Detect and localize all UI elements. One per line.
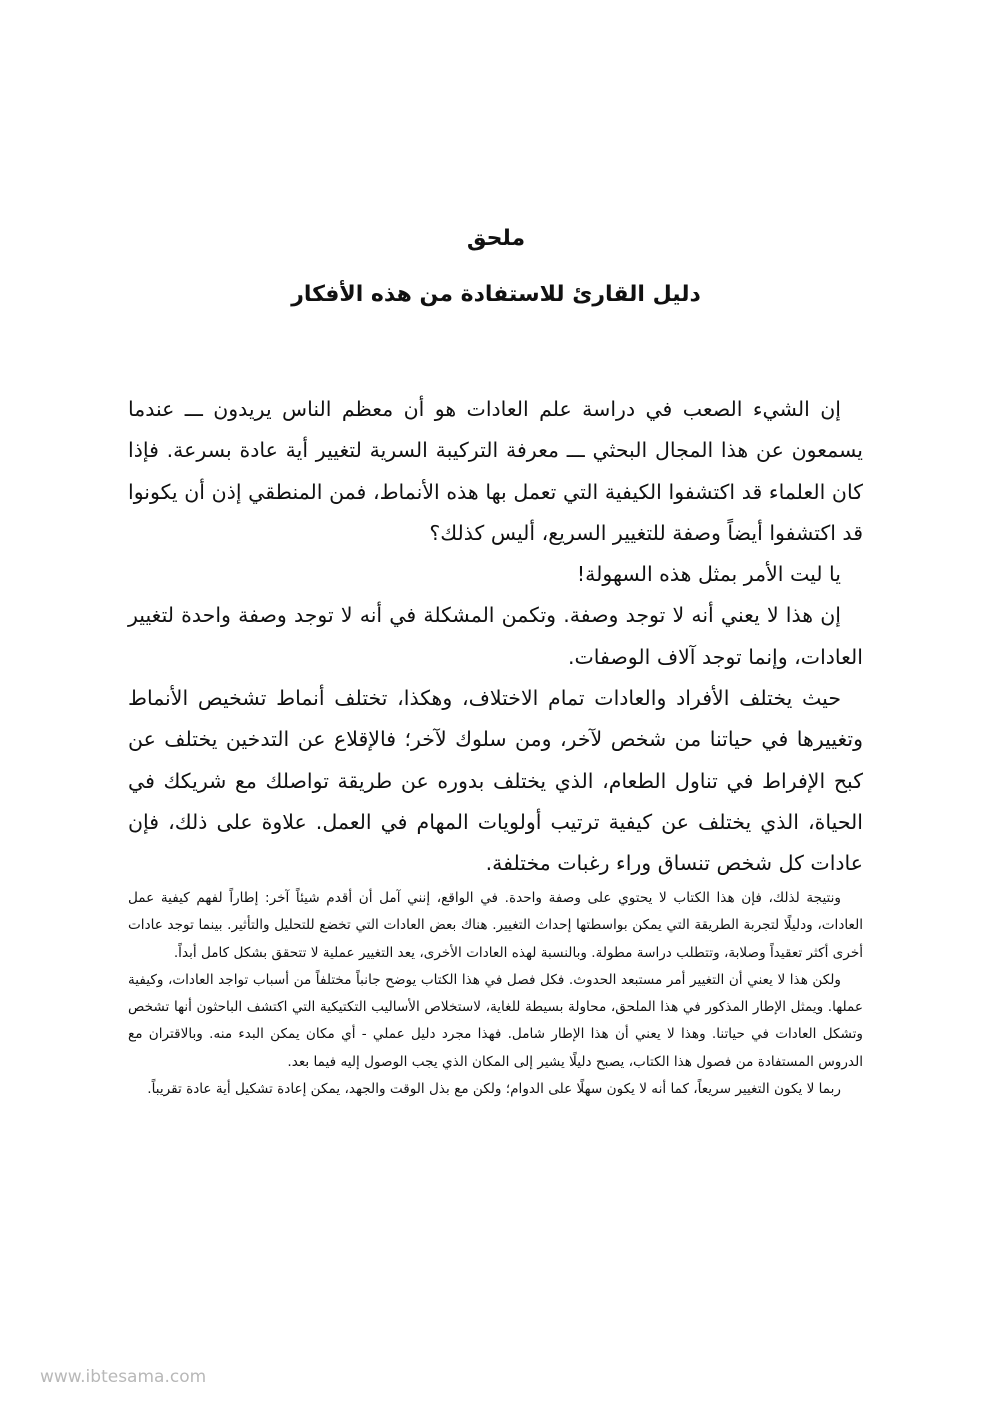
paragraph: إن هذا لا يعني أنه لا توجد وصفة. وتكمن المشكلة في أنه لا توجد وصفة واحدة لتغيير العادات، وإنما توجد آلاف الوصفات. (128, 603, 863, 669)
secondary-text (128, 885, 863, 1103)
watermark: www.ibtesama.com (40, 1367, 207, 1387)
main-text (128, 389, 863, 885)
paragraph: ولكن هذا لا يعني أن التغيير أمر مستبعد الحدوث. فكل فصل في هذا الكتاب يوضح جانباً مختلفاً من أسباب تواجد العادات، وكيفية عملها. ويمثل الإطار المذكور في هذا الملحق، محاولة بسيطة للغاية، لاستخلاص الأساليب التكتيكية التي اكتشف الباحثون أنها تشخص وتشكل العادات في حياتنا. وهذا لا يعني أن هذا الإطار شامل. فهذا مجرد دليل عملي - أي مكان يمكن البدء منه. وبالاقتران مع الدروس المستفادة من فصول هذا الكتاب، يصبح دليلًا يشير إلى المكان الذي يجب الوصول إليه فيما بعد. (128, 971, 863, 1070)
paragraph: ربما لا يكون التغيير سريعاً، كما أنه لا يكون سهلًا على الدوام؛ ولكن مع بذل الوقت والجهد، يمكن إعادة تشكيل أية عادة تقريباً. (147, 1081, 841, 1098)
page-subtitle: دليل القارئ للاستفادة من هذه الأفكار (291, 282, 701, 307)
paragraph: إن الشيء الصعب في دراسة علم العادات هو أن معظم الناس يريدون ـــ عندما يسمعون عن هذا المجال البحثي ـــ معرفة التركيبة السرية لتغيير أية عادة بسرعة. فإذا كان العلماء قد اكتشفوا الكيفية التي تعمل بها هذه الأنماط، فمن المنطقي إذن أن يكونوا قد اكتشفوا أيضاً وصفة للتغيير السريع، أليس كذلك؟ (128, 397, 863, 545)
page-title: ملحق (466, 226, 526, 251)
paragraph: ونتيجة لذلك، فإن هذا الكتاب لا يحتوي على وصفة واحدة. في الواقع، إنني آمل أن أقدم شيئاً آخر: إطاراً لفهم كيفية عمل العادات، ودليلًا لتجربة الطريقة التي يمكن بواسطتها إحداث التغيير. هناك بعض العادات التي تخضع للتحليل والتأثير. بينما توجد عادات أخرى أكثر تعقيداً وصلابة، وتتطلب دراسة مطولة. وبالنسبة لهذه العادات الأخرى، يعد التغيير عملية لا تتحقق بشكل كامل أبداً. (128, 890, 863, 961)
paragraph: يا ليت الأمر بمثل هذه السهولة! (576, 562, 841, 587)
paragraph: حيث يختلف الأفراد والعادات تمام الاختلاف، وهكذا، تختلف أنماط تشخيص الأنماط وتغييرها في حياتنا من شخص لآخر، ومن سلوك لآخر؛ فالإقلاع عن التدخين يختلف عن كبح الإفراط في تناول الطعام، الذي يختلف بدوره عن طريقة تواصلك مع شريكك في الحياة، الذي يختلف عن كيفية ترتيب أولويات المهام في العمل. علاوة على ذلك، فإن عادات كل شخص تنساق وراء رغبات مختلفة. (128, 686, 863, 876)
